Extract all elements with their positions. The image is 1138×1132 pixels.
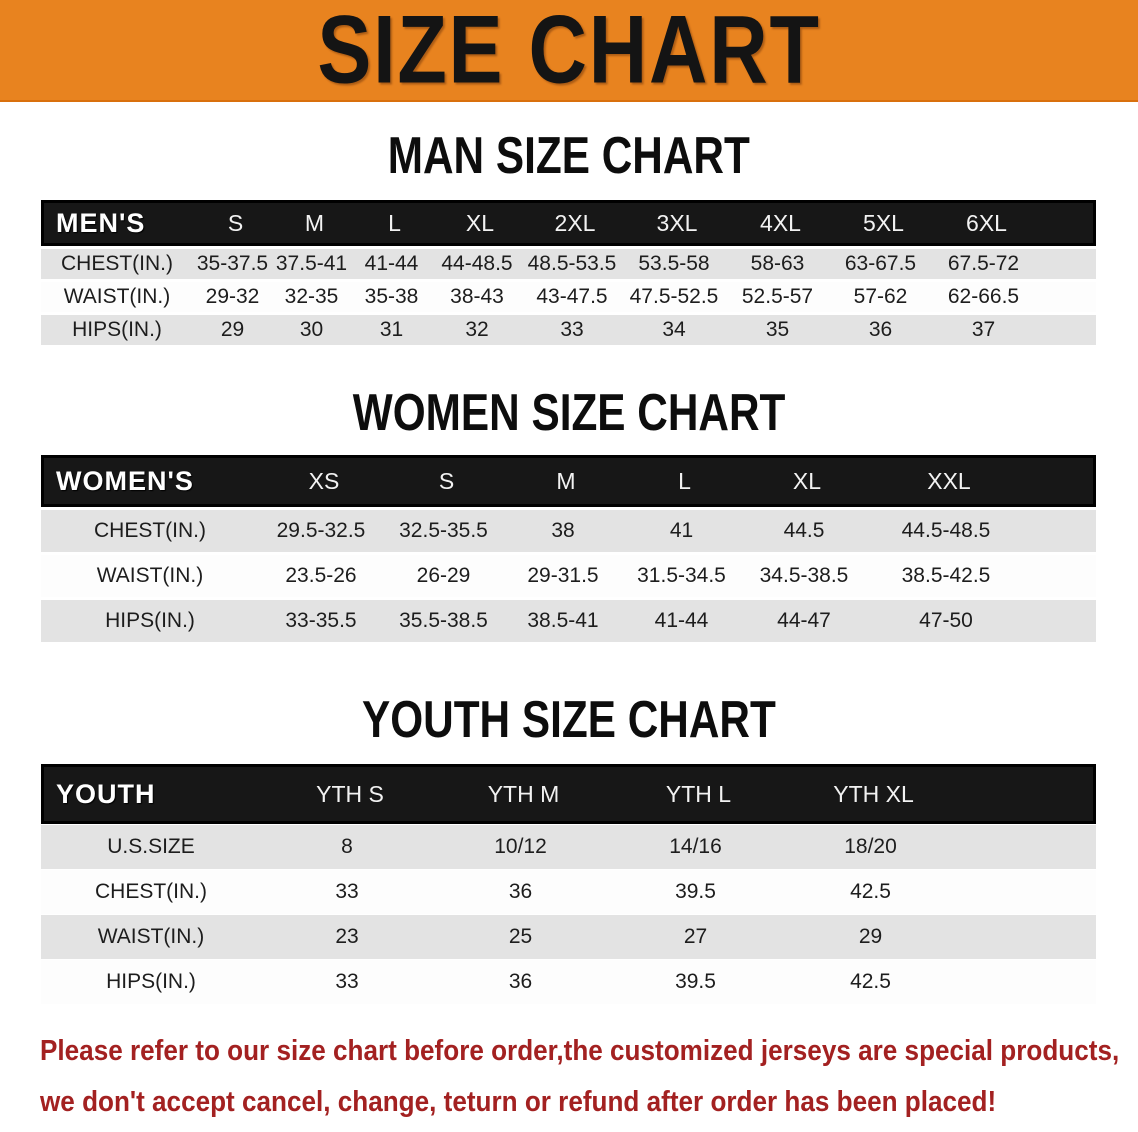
men-size-col: 6XL [966,209,1007,236]
value-cell: 33 [335,970,359,993]
youth-hips-row [41,960,1096,1004]
value-cell: 43-47.5 [536,285,608,308]
value-cell: 44.5 [783,519,825,542]
women-size-col: XXL [927,467,971,494]
value-cell: 35-37.5 [196,252,269,275]
men-table-header [41,200,1096,246]
value-cell: 23.5-26 [285,564,357,587]
value-cell: 38.5-41 [527,609,599,632]
value-cell: 39.5 [675,970,716,993]
value-cell: 53.5-58 [638,252,710,275]
value-cell: 36 [508,880,533,903]
value-cell: 25 [508,925,533,948]
value-cell: 18/20 [844,835,897,858]
women-header-label: WOMEN'S [56,465,194,496]
value-cell: 47-50 [919,609,973,632]
men-size-col: 2XL [554,209,596,236]
value-cell: 37 [971,318,996,341]
youth-size-col: YTH XL [833,780,914,807]
value-cell: 14/16 [669,835,722,858]
row-label: WAIST(IN.) [96,564,204,587]
value-cell: 47.5-52.5 [629,285,719,308]
youth-size-table [41,764,1096,1004]
value-cell: 30 [299,318,324,341]
value-cell: 67.5-72 [947,252,1020,275]
women-size-col: L [678,467,691,494]
value-cell: 26-29 [416,564,471,587]
value-cell: 35.5-38.5 [399,609,488,632]
value-cell: 42.5 [850,970,891,993]
banner-title: SIZE CHART [317,0,821,104]
row-label: HIPS(IN.) [72,318,162,341]
youth-section-heading [0,689,1138,749]
row-label: U.S.SIZE [107,835,195,858]
men-size-col: S [227,209,244,236]
men-waist-row [41,282,1096,312]
value-cell: 37.5-41 [275,252,348,275]
value-cell: 41 [669,519,694,542]
value-cell: 38 [551,519,575,542]
value-cell: 41-44 [654,609,709,632]
women-size-table [41,455,1096,642]
value-cell: 63-67.5 [844,252,917,275]
disclaimer-line-1: Please refer to our size chart before order,the customized jerseys are special products, [40,1035,1120,1067]
value-cell: 33-35.5 [285,609,357,632]
value-cell: 44.5-48.5 [901,519,991,542]
men-section-heading-text: MAN SIZE CHART [387,125,751,185]
youth-ussize-row [41,825,1096,869]
men-size-col: M [304,209,325,236]
row-label: WAIST(IN.) [97,925,205,948]
men-size-col: L [388,209,401,236]
disclaimer-line-2: we don't accept cancel, change, teturn or refund after order has been placed! [40,1085,997,1118]
men-chest-row [41,249,1096,279]
value-cell: 32 [465,318,489,341]
row-label: CHEST(IN.) [95,880,207,903]
value-cell: 29-31.5 [527,564,599,587]
value-cell: 34.5-38.5 [759,564,849,587]
value-cell: 36 [508,970,533,993]
value-cell: 34 [662,318,686,341]
men-hips-row [41,315,1096,345]
value-cell: 52.5-57 [741,285,814,308]
youth-chest-row [41,870,1096,914]
value-cell: 38-43 [450,285,504,308]
women-section-heading-text: WOMEN SIZE CHART [352,382,786,442]
youth-table-header [41,764,1096,824]
value-cell: 58-63 [750,252,805,275]
row-label: CHEST(IN.) [94,519,206,542]
youth-size-col: YTH M [487,780,560,807]
value-cell: 48.5-53.5 [527,252,617,275]
value-cell: 42.5 [850,880,891,903]
value-cell: 29.5-32.5 [276,519,366,542]
women-table-header [41,455,1096,507]
women-size-col: S [438,467,455,494]
men-section-heading [0,125,1138,185]
men-size-col: 4XL [760,209,801,236]
value-cell: 10/12 [494,835,547,858]
value-cell: 62-66.5 [947,285,1020,308]
value-cell: 27 [683,925,708,948]
women-section-heading [0,382,1138,442]
value-cell: 35 [765,318,790,341]
men-size-col: 5XL [863,209,904,236]
men-size-col: 3XL [656,209,698,236]
value-cell: 29-32 [205,285,260,308]
row-label: HIPS(IN.) [105,609,195,632]
value-cell: 36 [868,318,893,341]
size-chart-banner [0,0,1138,102]
youth-size-col: YTH L [665,780,732,807]
women-size-col: XL [792,467,822,494]
value-cell: 38.5-42.5 [901,564,991,587]
value-cell: 44-48.5 [441,252,513,275]
value-cell: 33 [560,318,584,341]
disclaimer-note [0,1026,1138,1128]
value-cell: 29 [858,925,883,948]
women-size-col: M [556,467,576,494]
row-label: WAIST(IN.) [63,285,171,308]
value-cell: 23 [335,925,359,948]
women-size-col: XS [308,467,340,494]
women-waist-row [41,555,1096,597]
women-chest-row [41,510,1096,552]
value-cell: 8 [341,835,353,858]
value-cell: 33 [335,880,359,903]
youth-size-col: YTH S [316,780,384,807]
men-size-col: XL [465,209,495,236]
value-cell: 31 [379,318,404,341]
men-size-table [41,200,1096,345]
value-cell: 44-47 [777,609,831,632]
value-cell: 35-38 [364,285,419,308]
value-cell: 31.5-34.5 [637,564,726,587]
youth-section-heading-text: YOUTH SIZE CHART [362,689,776,749]
value-cell: 57-62 [853,285,908,308]
row-label: CHEST(IN.) [61,252,173,275]
women-hips-row [41,600,1096,642]
value-cell: 32.5-35.5 [399,519,488,542]
men-header-label: MEN'S [56,207,146,238]
value-cell: 29 [220,318,245,341]
youth-header-label: YOUTH [56,778,156,809]
row-label: HIPS(IN.) [106,970,196,993]
youth-waist-row [41,915,1096,959]
value-cell: 32-35 [284,285,339,308]
value-cell: 41-44 [364,252,419,275]
value-cell: 39.5 [675,880,716,903]
